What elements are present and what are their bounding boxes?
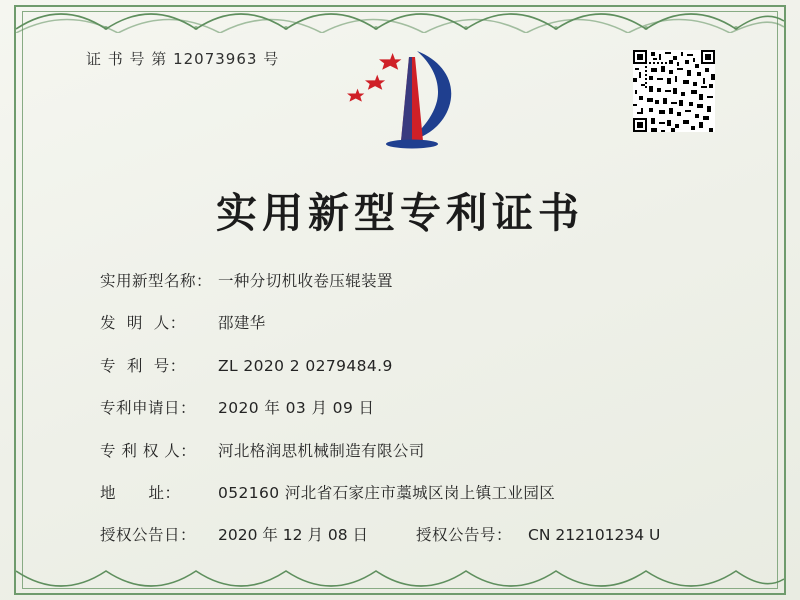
field-row-patent-number bbox=[100, 357, 710, 376]
field-label: 专 利 权 人： bbox=[100, 441, 197, 460]
field-value: 邵建华 bbox=[218, 314, 266, 333]
announcement-date bbox=[100, 526, 368, 545]
field-value: 052160 河北省石家庄市藁城区岗上镇工业园区 bbox=[218, 483, 556, 502]
field-value: 2020 年 03 月 09 日 bbox=[218, 399, 375, 418]
field-label: 授权公告日： bbox=[100, 526, 197, 545]
field-label: 专利申请日： bbox=[100, 399, 197, 418]
certificate-number: 证 书 号 第 12073963 号 bbox=[86, 50, 280, 68]
field-label: 地 址： bbox=[100, 483, 181, 502]
patent-office-logo bbox=[345, 45, 465, 160]
field-label: 专 利 号： bbox=[100, 356, 186, 375]
field-label: 授权公告号： bbox=[416, 526, 513, 545]
field-value: ZL 2020 2 0279484.9 bbox=[218, 356, 393, 375]
page-title: 实用新型专利证书 bbox=[216, 189, 584, 237]
field-row-announcement bbox=[100, 526, 710, 545]
field-label: 发 明 人： bbox=[100, 314, 186, 333]
field-row-inventor bbox=[100, 314, 710, 333]
field-value: CN 212101234 U bbox=[528, 526, 661, 545]
qr-code bbox=[633, 50, 715, 132]
field-value: 2020 年 12 月 08 日 bbox=[218, 526, 369, 545]
field-label: 实用新型名称： bbox=[100, 272, 213, 290]
field-row-address bbox=[100, 484, 710, 503]
field-row-patentee bbox=[100, 442, 710, 461]
field-list bbox=[100, 272, 710, 546]
field-value: 河北格润思机械制造有限公司 bbox=[218, 441, 425, 460]
field-row-utility-model-name bbox=[100, 272, 710, 291]
field-value: 一种分切机收卷压辊装置 bbox=[218, 272, 393, 290]
announcement-number bbox=[416, 526, 660, 545]
field-row-application-date bbox=[100, 399, 710, 418]
